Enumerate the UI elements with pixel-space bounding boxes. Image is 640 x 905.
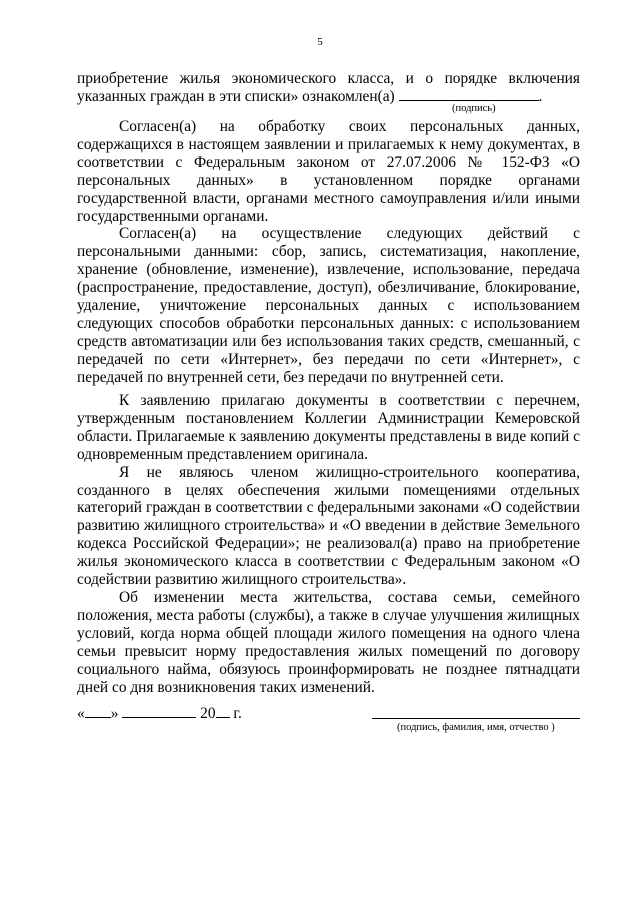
signature-line-2: [372, 718, 580, 719]
intro-block: [77, 70, 580, 106]
attachments-block: [77, 392, 580, 696]
signature-caption-1: (подпись): [452, 103, 496, 114]
day-blank: [85, 705, 111, 718]
date-close-quote: »: [110, 705, 119, 722]
date-open-quote: «: [77, 705, 85, 722]
page-number: 5: [317, 36, 323, 48]
paragraph-cooperative: Я не являюсь членом жилищно-строительного кооператива, созданного в целях обеспечения жилыми помещениями отдельных категорий граждан в соответствии с федеральными законами «О содействии развитию жилищного строительства» и «О введении в действие Земельного кодекса Российской Федерации»; не реализовал(а) право на приобретение жилья экономического класса в соответствии с Федеральным законом «О содействии развитию жилищного строительства».: [77, 463, 580, 589]
intro-paragraph: [77, 70, 580, 106]
date-field: [77, 705, 242, 723]
month-blank: [122, 705, 196, 718]
year-prefix: 20: [200, 705, 216, 722]
intro-text: приобретение жилья экономического класса, и о порядке включения указанных граждан в эти списки» ознакомлен(а): [77, 70, 580, 105]
signature-line-1: [399, 88, 539, 101]
paragraph-consent-processing: Согласен(а) на обработку своих персональных данных, содержащихся в настоящем заявлении и прилагаемых к нему документах, в соответствии с Федеральным законом от 27.07.2006 № 152-ФЗ «О персональных данных» в установленном порядке органами государственной власти, органами местного самоуправления и/или иными государственными органами.: [77, 118, 580, 225]
year-blank: [216, 705, 230, 718]
signature-caption-2: (подпись, фамилия, имя, отчество ): [397, 722, 555, 733]
paragraph-changes: Об изменении места жительства, состава семьи, семейного положения, места работы (службы), а также в случае улучшения жилищных условий, когда норма общей площади жилого помещения на одного члена семьи превысит норму предоставления жилых помещений по договору социального найма, обязуюсь проинформировать не позднее пятнадцати дней со дня возникновения таких изменений.: [77, 588, 580, 696]
paragraph-attachments: К заявлению прилагаю документы в соответствии с перечнем, утвержденным постановлением Коллегии Администрации Кемеровской области. Прилагаемые к заявлению документы представлены в виде копий с одновременным представлением оригинала.: [77, 392, 580, 463]
intro-end: .: [538, 87, 543, 105]
paragraph-consent-actions: Согласен(а) на осуществление следующих действий с персональными данными: сбор, запись, систематизация, накопление, хранение (обновление, изменение), извлечение, использование, передача (распространение, предоставление, доступ), обезличивание, блокирование, удаление, уничтожение персональных данных с использованием следующих способов обработки персональных данных: с использованием средств автоматизации или без использования таких средств, смешанный, с передачей по сети «Интернет», без передачи по сети «Интернет», с передачей по внутренней сети, без передачи по внутренней сети.: [77, 225, 580, 386]
year-suffix: г.: [233, 705, 242, 722]
consent-block: [77, 118, 580, 387]
